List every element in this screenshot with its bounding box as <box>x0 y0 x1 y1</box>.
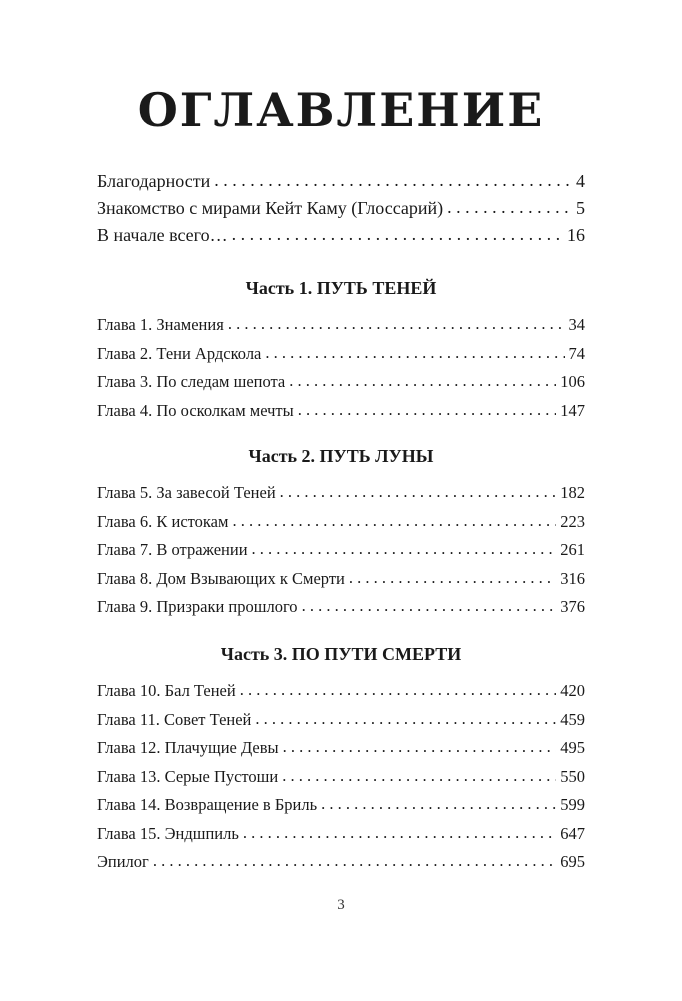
part-2-chapter-list <box>97 479 585 622</box>
toc-entry-label: В начале всего… <box>97 225 228 245</box>
dot-leader <box>302 592 557 621</box>
toc-entry[interactable] <box>97 565 585 594</box>
toc-entry-page: 376 <box>560 597 585 616</box>
toc-entry-label: Глава 5. За завесой Теней <box>97 483 276 502</box>
toc-entry[interactable] <box>97 479 585 508</box>
toc-entry-page: 34 <box>568 315 585 334</box>
dot-leader <box>280 478 557 507</box>
part-3-chapter-list <box>97 677 585 877</box>
dot-leader <box>289 367 556 396</box>
dot-leader <box>153 847 556 876</box>
toc-entry[interactable] <box>97 397 585 426</box>
dot-leader <box>283 733 557 762</box>
part-3-title: Часть 3. ПО ПУТИ СМЕРТИ <box>220 644 462 664</box>
dot-leader <box>447 194 572 221</box>
toc-entry-label: Эпилог <box>97 852 149 871</box>
dot-leader <box>252 535 557 564</box>
toc-entry-page: 420 <box>560 681 585 700</box>
dot-leader <box>232 221 563 248</box>
toc-entry-page: 599 <box>560 795 585 814</box>
toc-entry-page: 74 <box>568 343 585 363</box>
toc-entry-page: 261 <box>560 540 585 559</box>
toc-entry[interactable] <box>97 848 585 877</box>
toc-entry-label: Глава 2. Тени Ардскола <box>97 343 262 363</box>
toc-entry[interactable] <box>97 734 585 763</box>
toc-entry-label: Глава 14. Возвращение в Бриль <box>97 795 318 814</box>
part-1-title: Часть 1. ПУТЬ ТЕНЕЙ <box>245 278 437 298</box>
toc-entry-label: Глава 9. Призраки прошлого <box>97 597 298 616</box>
dot-leader <box>232 507 556 536</box>
dot-leader <box>214 167 572 194</box>
toc-entry-page: 647 <box>560 823 585 843</box>
page-title: ОГЛАВЛЕНИЕ <box>137 83 545 137</box>
toc-entry-label: Благодарности <box>97 171 211 191</box>
part-1-chapter-list <box>97 311 585 425</box>
toc-entry-label: Знакомство с мирами Кейт Каму (Глоссарий) <box>97 198 444 218</box>
toc-entry-label: Глава 15. Эндшпиль <box>97 823 239 843</box>
toc-entry[interactable] <box>97 340 585 369</box>
dot-leader <box>349 564 556 593</box>
toc-entry-page: 182 <box>560 483 585 502</box>
toc-entry[interactable] <box>97 168 585 195</box>
toc-entry-page: 316 <box>560 568 585 588</box>
toc-entry-page: 459 <box>560 709 585 729</box>
toc-entry-label: Глава 8. Дом Взывающих к Смерти <box>97 568 345 588</box>
toc-entry[interactable] <box>97 706 585 735</box>
toc-entry-label: Глава 1. Знамения <box>97 315 224 334</box>
dot-leader <box>282 762 556 791</box>
toc-entry[interactable] <box>97 791 585 820</box>
page-number: 3 <box>337 897 345 913</box>
dot-leader <box>298 396 557 425</box>
toc-entry-page: 5 <box>576 198 585 218</box>
toc-entry[interactable] <box>97 677 585 706</box>
toc-entry[interactable] <box>97 820 585 849</box>
toc-entry-label: Глава 10. Бал Теней <box>97 681 236 700</box>
toc-entry-page: 495 <box>560 738 585 757</box>
front-matter-list <box>97 168 585 249</box>
toc-entry-page: 223 <box>560 511 585 531</box>
dot-leader <box>228 310 565 339</box>
toc-entry-label: Глава 6. К истокам <box>97 511 229 531</box>
toc-entry-label: Глава 12. Плачущие Девы <box>97 738 279 757</box>
toc-entry-page: 550 <box>560 766 585 786</box>
dot-leader <box>321 790 556 819</box>
toc-entry[interactable] <box>97 222 585 249</box>
toc-entry-page: 16 <box>567 225 585 245</box>
toc-entry-page: 695 <box>560 852 585 871</box>
toc-entry-page: 147 <box>560 400 585 420</box>
toc-entry-label: Глава 3. По следам шепота <box>97 372 286 391</box>
toc-entry[interactable] <box>97 593 585 622</box>
toc-entry-label: Глава 7. В отражении <box>97 540 248 559</box>
toc-entry[interactable] <box>97 763 585 792</box>
toc-entry[interactable] <box>97 508 585 537</box>
dot-leader <box>240 676 557 705</box>
toc-entry[interactable] <box>97 195 585 222</box>
toc-entry-page: 106 <box>560 372 585 391</box>
toc-entry-label: Глава 13. Серые Пустоши <box>97 766 279 786</box>
dot-leader <box>265 339 564 368</box>
toc-entry-page: 4 <box>576 171 585 191</box>
toc-entry-label: Глава 11. Совет Теней <box>97 709 252 729</box>
toc-entry[interactable] <box>97 368 585 397</box>
toc-entry[interactable] <box>97 536 585 565</box>
toc-entry[interactable] <box>97 311 585 340</box>
toc-entry-label: Глава 4. По осколкам мечты <box>97 400 294 420</box>
dot-leader <box>243 819 556 848</box>
dot-leader <box>255 705 556 734</box>
part-2-title: Часть 2. ПУТЬ ЛУНЫ <box>248 446 434 466</box>
